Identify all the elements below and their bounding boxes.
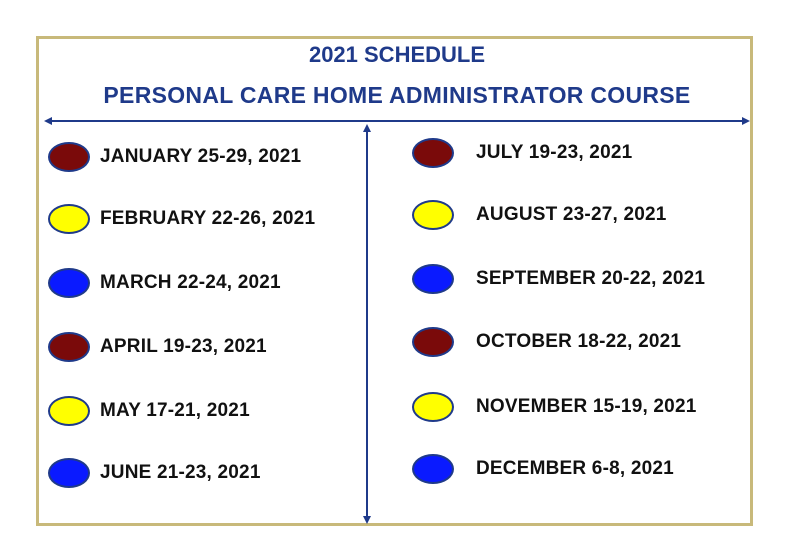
yellow-dot-icon: [412, 392, 454, 422]
maroon-dot-icon: [412, 138, 454, 168]
maroon-dot-icon: [48, 142, 90, 172]
maroon-dot-icon: [48, 332, 90, 362]
schedule-item-march: [48, 268, 281, 298]
schedule-date-label: JUNE 21-23, 2021: [100, 462, 261, 483]
schedule-item-july: [412, 138, 632, 168]
yellow-dot-icon: [48, 204, 90, 234]
page-title: 2021 SCHEDULE: [308, 42, 486, 67]
schedule-date-label: MAY 17-21, 2021: [100, 400, 250, 421]
schedule-item-april: [48, 332, 267, 362]
schedule-item-february: [48, 204, 315, 234]
schedule-date-label: DECEMBER 6-8, 2021: [476, 458, 674, 479]
schedule-date-label: NOVEMBER 15-19, 2021: [476, 396, 697, 417]
schedule-item-october: [412, 327, 681, 357]
schedule-date-label: JANUARY 25-29, 2021: [100, 146, 302, 167]
schedule-item-september: [412, 264, 705, 294]
schedule-date-label: AUGUST 23-27, 2021: [476, 204, 667, 225]
schedule-date-label: FEBRUARY 22-26, 2021: [100, 208, 316, 229]
blue-dot-icon: [48, 458, 90, 488]
yellow-dot-icon: [412, 200, 454, 230]
blue-dot-icon: [412, 454, 454, 484]
schedule-item-august: [412, 200, 667, 230]
schedule-item-december: [412, 454, 674, 484]
schedule-date-label: SEPTEMBER 20-22, 2021: [476, 268, 706, 289]
yellow-dot-icon: [48, 396, 90, 426]
schedule-item-june: [48, 458, 261, 488]
schedule-item-may: [48, 396, 250, 426]
schedule-item-november: [412, 392, 697, 422]
maroon-dot-icon: [412, 327, 454, 357]
schedule-item-january: [48, 142, 301, 172]
schedule-date-label: APRIL 19-23, 2021: [100, 336, 267, 357]
schedule-date-label: MARCH 22-24, 2021: [100, 272, 281, 293]
page-subtitle: PERSONAL CARE HOME ADMINISTRATOR COURSE: [103, 82, 691, 108]
schedule-date-label: OCTOBER 18-22, 2021: [476, 331, 682, 352]
schedule-date-label: JULY 19-23, 2021: [476, 142, 633, 163]
blue-dot-icon: [48, 268, 90, 298]
blue-dot-icon: [412, 264, 454, 294]
